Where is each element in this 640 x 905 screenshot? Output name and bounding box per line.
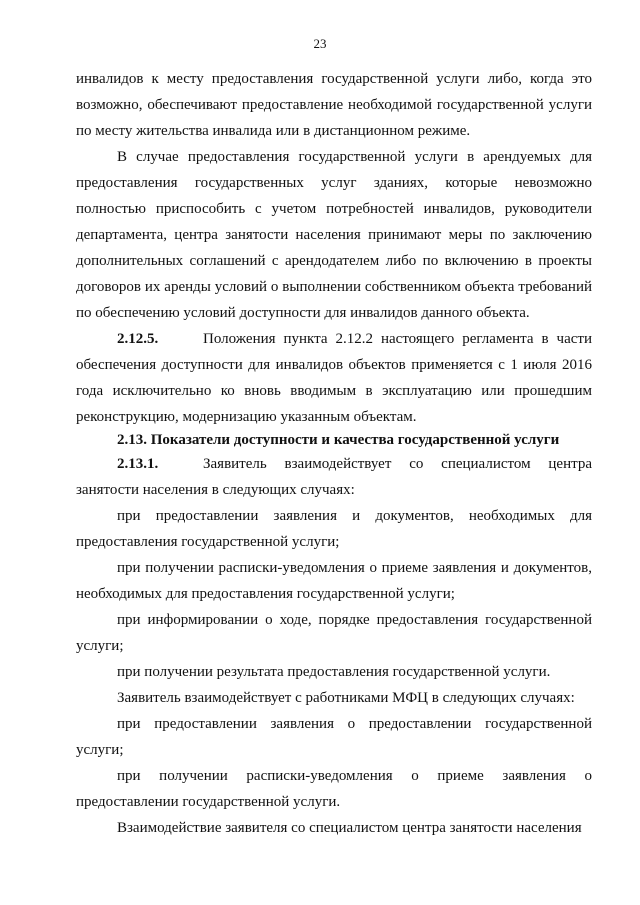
list-item-mfc-application: при предоставлении заявления о предоставлении государственной услуги; xyxy=(76,716,592,758)
list-item-mfc-receipt: при получении расписки-уведомления о приеме заявления о предоставлении государственной услуги. xyxy=(76,768,592,810)
paragraph-2-13-1 xyxy=(76,451,592,503)
list-item-result: при получении результата предоставления государственной услуги. xyxy=(117,664,551,680)
paragraph-mfc: Заявитель взаимодействует с работниками МФЦ в следующих случаях: xyxy=(117,690,575,706)
paragraph-2: В случае предоставления государственной услуги в арендуемых для предоставления государственных услуг зданиях, которые невозможно полностью приспособить с учетом потребностей инвалидов, руководители департамента, центра занятости населения принимают меры по заключению дополнительных соглашений с арендодателем либо по включению в проекты договоров их аренды условий о выполнении собственником объекта требований по обеспечению условий доступности для инвалидов данного объекта. xyxy=(76,149,592,321)
clause-text-2-13-1: Заявитель взаимодействует со специалистом центра занятости населения в следующих случаях: xyxy=(76,456,592,498)
list-item-informing: при информировании о ходе, порядке предоставления государственной услуги; xyxy=(76,612,592,654)
document-body xyxy=(76,66,592,841)
list-item-receipt: при получении расписки-уведомления о приеме заявления и документов, необходимых для предоставления государственной услуги; xyxy=(76,560,592,602)
clause-number-2-12-5: 2.12.5. xyxy=(117,331,159,347)
list-item-application: при предоставлении заявления и документов, необходимых для предоставления государственной услуги; xyxy=(76,508,592,550)
page-number: 23 xyxy=(313,36,327,51)
paragraph-2-12-5 xyxy=(76,326,592,430)
paragraph-interaction: Взаимодействие заявителя со специалистом центра занятости населения xyxy=(117,820,582,836)
clause-number-2-13-1: 2.13.1. xyxy=(117,456,159,472)
section-heading-2-13: 2.13. Показатели доступности и качества государственной услуги xyxy=(117,432,560,448)
clause-text-2-12-5: Положения пункта 2.12.2 настоящего регламента в части обеспечения доступности для инвалидов объектов применяется с 1 июля 2016 года исключительно ко вновь вводимым в эксплуатацию или прошедшим реконструкцию, модернизацию указанным объектам. xyxy=(76,331,592,425)
paragraph-1: инвалидов к месту предоставления государственной услуги либо, когда это возможно, обеспечивают предоставление необходимой государственной услуги по месту жительства инвалида или в дистанционном режиме. xyxy=(76,71,592,139)
